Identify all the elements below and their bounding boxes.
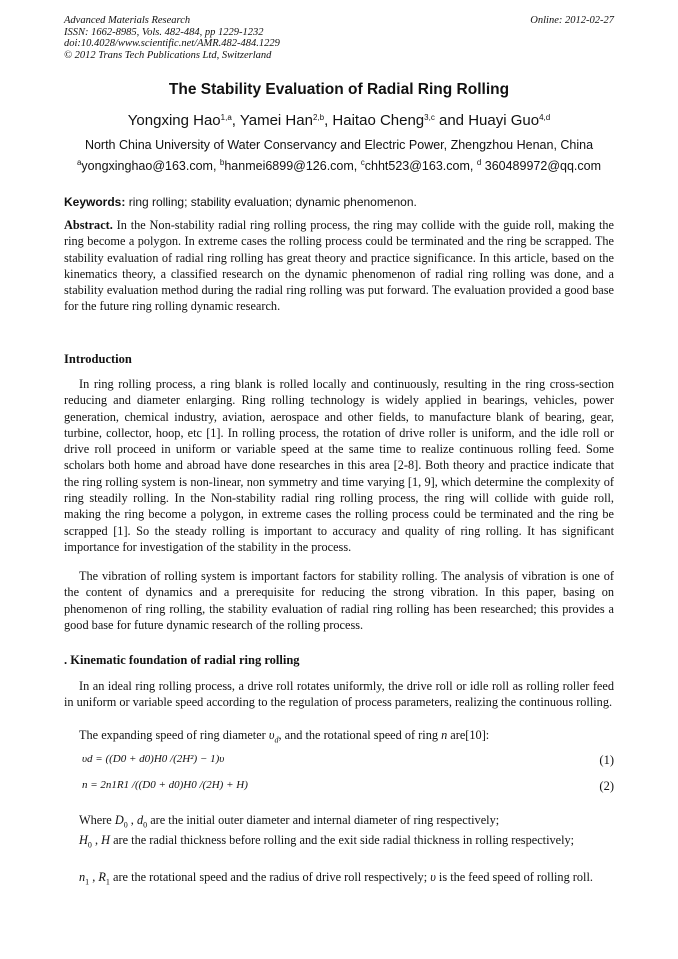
email-link[interactable]: 360489972@qq.com (481, 159, 602, 173)
math-subscript: 0 (123, 820, 128, 830)
text-run: is the feed speed of rolling roll. (435, 870, 593, 884)
abstract (64, 217, 614, 315)
author-and: and (434, 112, 469, 129)
math-symbol: υ (268, 728, 275, 742)
kinematic-paragraph-2 (64, 727, 614, 749)
variable-definition-2 (64, 832, 614, 854)
math-subscript: 1 (105, 877, 110, 887)
math-symbol: H (79, 833, 88, 847)
email-sup: b (219, 158, 225, 167)
author-separator: , (324, 112, 333, 129)
text-run: , and the rotational speed of ring (278, 728, 442, 742)
math-subscript: 0 (143, 820, 148, 830)
copyright-line: © 2012 Trans Tech Publications Ltd, Switzerland (64, 49, 272, 61)
email-separator: , (212, 159, 220, 173)
math-subscript: 1 (85, 877, 90, 887)
email-list (0, 159, 678, 173)
math-symbol: H (101, 833, 111, 847)
intro-paragraph-2: The vibration of rolling system is important factors for stability rolling. The analysis of vibration is one of the content of dynamics and a prerequisite for reducing the strong vibration. In this paper, basing on phenomenon of ring rolling, the stability evaluation of radial ring rolling has been researched; this provides a good base for future dynamic research of the rolling process. (64, 569, 614, 632)
text-run: are the initial outer diameter and internal diameter of ring respectively; (147, 813, 500, 827)
author-sup: 1,a (220, 113, 232, 122)
math-subscript: 0 (87, 840, 92, 850)
equation-2: n = 2n1R1 /((D0 + d0)H0 /(2H) + H) (82, 779, 248, 791)
keywords-label: Keywords: (64, 195, 126, 209)
text-run: Where (79, 813, 115, 827)
math-subscript: d (274, 735, 279, 745)
email-separator: , (469, 159, 477, 173)
email-sup: a (76, 158, 82, 167)
affiliation: North China University of Water Conservancy and Electric Power, Zhengzhou Henan, China (84, 138, 594, 152)
author-sup: 3,c (424, 113, 435, 122)
email-link[interactable]: yongxinghao@163.com (81, 159, 213, 173)
journal-header (64, 15, 280, 61)
math-symbol: d (136, 813, 144, 827)
keywords (64, 195, 614, 209)
equation-number-2: (2) (599, 779, 614, 793)
abstract-text: In the Non-stability radial ring rolling process, the ring may collide with the guide roll, making the ring become a polygon. In extreme cases the rolling process could be terminated and the ring be scrapped. The stability evaluation of radial ring rolling has great theory and practice significance. In this article, based on the kinematics theory, a classified research on the dynamic phenomenon of radial ring rolling was done, and a stability evaluation method during the radial ring rolling was put forward. The evaluation provided a good base for the future ring rolling dynamic research. (64, 218, 614, 314)
equation-1: υd = ((D0 + d0)H0 /(2H²) − 1)υ (82, 753, 225, 765)
abstract-label: Abstract. (64, 218, 113, 232)
author-name: Huayi Guo (468, 112, 540, 129)
journal-name: Advanced Materials Research (64, 15, 191, 26)
math-symbol: D (114, 813, 124, 827)
math-symbol: R (98, 870, 106, 884)
text-run: are the radial thickness before rolling and the exit side radial thickness in rolling respectively; (110, 833, 575, 847)
issn-line: ISSN: 1662-8985, Vols. 482-484, pp 1229-1232 (64, 26, 264, 38)
author-list (0, 112, 678, 129)
intro-paragraph-1: In ring rolling process, a ring blank is rolled locally and continuously, resulting in the ring cross-section reducing and diameter enlarging. Ring rolling technology is widely applied in bearings, vehicles, power generation, chemical industry, aviation, aerospace and other fields, to manufacture blank of bearing, gear, turbine, collector, hoop, etc [1]. In rolling process, the rotation of drive roller is uniform, and the idle roll or drive roll proceed in uniform or variable speed at the same time to realize continuous rolling feed. Some scholars both home and abroad have done researches in this area [2-8]. Both theory and practice indicate that the ring rolling system is non-linear, non symmetry and time varying [1, 9], which determine the complexity of ring steadily rolling. In the Non-stability radial ring rolling process, the ring will collide with guide roll, making the ring become a polygon, in extreme cases the rolling process could be terminated and the ring be scrapped [1]. So the steady rolling is important to accuracy and quality of ring rolling. It has significant importance for investigation of the stability in the process. (64, 377, 614, 554)
equation-number-1: (1) (599, 753, 614, 767)
email-sup: d (476, 158, 482, 167)
text-run: are the rotational speed and the radius of drive roll respectively; (109, 870, 431, 884)
email-sup: c (360, 158, 365, 167)
text-run: The expanding speed of ring diameter (79, 728, 269, 742)
author-name: Yongxing Hao (127, 112, 221, 129)
email-link[interactable]: chht523@163.com (364, 159, 470, 173)
section-heading-introduction: Introduction (64, 352, 132, 366)
text-run: are[10]: (447, 728, 490, 742)
math-symbol: υ (430, 870, 436, 884)
paper-title: The Stability Evaluation of Radial Ring Rolling (168, 81, 510, 98)
text-run: , (127, 813, 137, 827)
kinematic-paragraph-1: In an ideal ring rolling process, a drive roll rotates uniformly, the drive roll or idle roll as rolling roller feed in uniform or variable speed according to the regulation of process parameters, realizing the continuous rolling. (64, 679, 614, 710)
math-symbol: n (79, 870, 86, 884)
author-name: Haitao Cheng (332, 112, 425, 129)
email-separator: , (353, 159, 361, 173)
doi-line[interactable]: doi:10.4028/www.scientific.net/AMR.482-484.1229 (64, 38, 280, 49)
variable-definition-1 (64, 812, 614, 834)
author-separator: , (231, 112, 240, 129)
variable-definition-3 (64, 869, 614, 891)
author-sup: 2,b (312, 113, 325, 122)
keywords-text: ring rolling; stability evaluation; dynamic phenomenon. (128, 195, 417, 209)
math-symbol: n (441, 728, 448, 742)
online-date: Online: 2012-02-27 (530, 15, 614, 26)
email-link[interactable]: hanmei6899@126.com (224, 159, 354, 173)
text-run: , (91, 833, 102, 847)
section-heading-kinematic: . Kinematic foundation of radial ring rolling (64, 653, 300, 667)
author-name: Yamei Han (239, 112, 313, 129)
author-sup: 4,d (539, 113, 551, 122)
text-run: , (89, 870, 99, 884)
